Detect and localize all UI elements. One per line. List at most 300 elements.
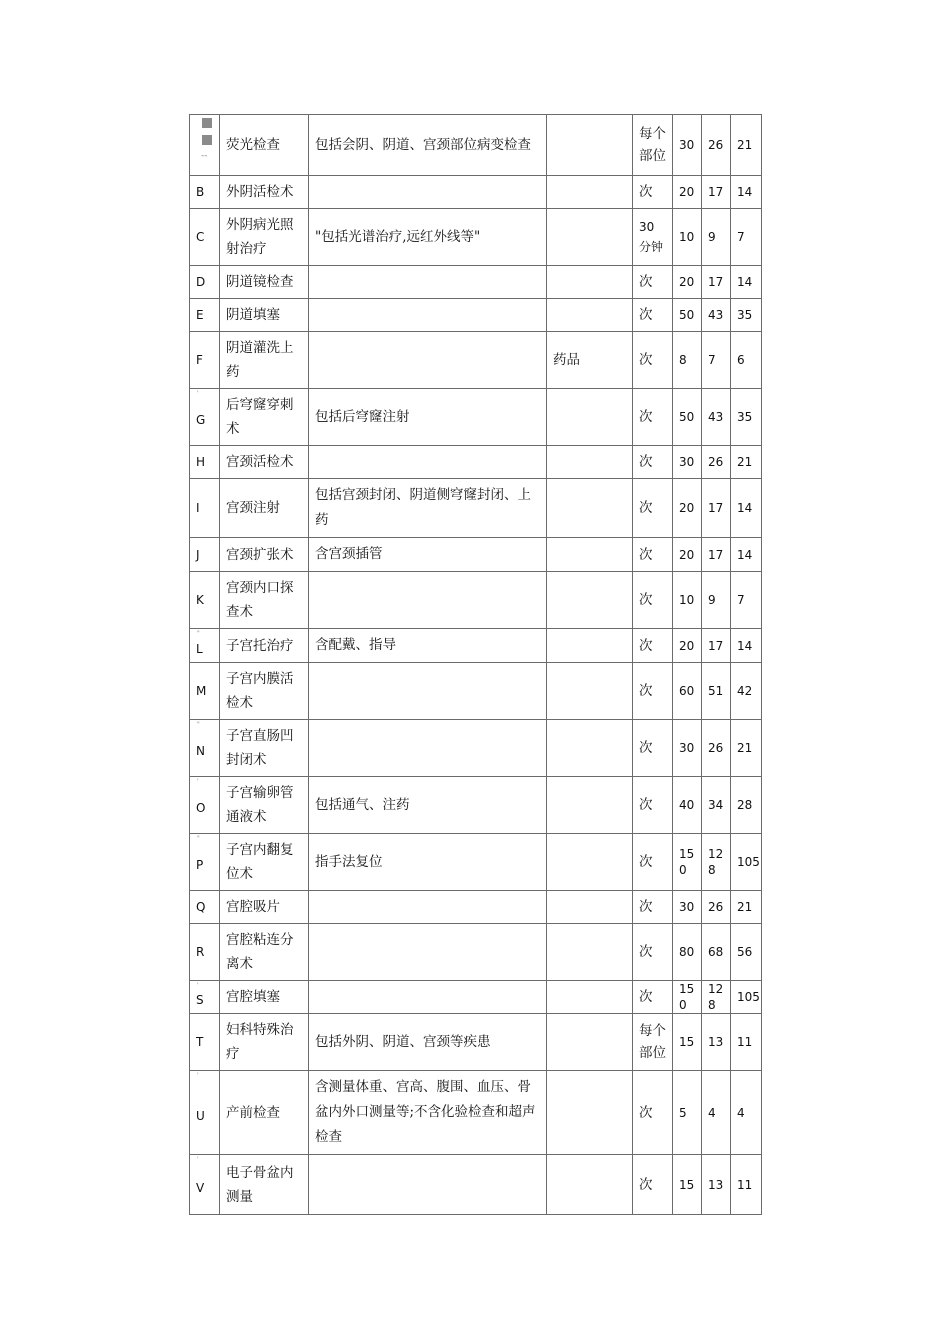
cell-code [190, 720, 220, 777]
cell-text: 21 [737, 138, 753, 152]
cell-desc [309, 299, 547, 332]
cell-excl [547, 891, 633, 924]
cell-text: 次 [639, 409, 653, 425]
cell-p1 [673, 176, 702, 209]
cell-code [190, 572, 220, 629]
cell-desc [309, 924, 547, 981]
cell-excl [547, 663, 633, 720]
cell-unit [633, 572, 673, 629]
cell-p3 [731, 299, 762, 332]
cell-text: 9 [708, 593, 716, 607]
cell-text: 包括会阴、阴道、宫颈部位病变检查 [315, 136, 531, 153]
cell-excl [547, 446, 633, 479]
cell-text: 宫腔填塞 [226, 989, 280, 1005]
cell-text: 次 [639, 637, 653, 654]
table-row [190, 389, 762, 446]
cell-text: 次 [639, 1176, 653, 1193]
cell-unit [633, 777, 673, 834]
cell-text: 次 [639, 797, 653, 813]
cell-p2 [702, 720, 731, 777]
cell-p2 [702, 777, 731, 834]
cell-text: 51 [708, 684, 724, 698]
scan-mark: " [197, 630, 200, 637]
cell-text: 20 [679, 275, 695, 289]
cell-text: 34 [708, 798, 724, 812]
cell-code [190, 266, 220, 299]
cell-name [220, 389, 309, 446]
cell-name [220, 209, 309, 266]
cell-text: 20 [679, 547, 695, 562]
item-code: E [196, 308, 204, 322]
cell-name [220, 538, 309, 572]
cell-desc [309, 891, 547, 924]
cell-p3 [731, 1155, 762, 1215]
cell-p1 [673, 538, 702, 572]
cell-p2 [702, 266, 731, 299]
cell-text: 4 [737, 1105, 745, 1120]
cell-p1 [673, 209, 702, 266]
item-code: T [196, 1035, 204, 1049]
cell-code [190, 299, 220, 332]
cell-unit [633, 1014, 673, 1071]
cell-unit [633, 176, 673, 209]
cell-desc [309, 479, 547, 538]
table-row [190, 176, 762, 209]
cell-text: 30 [679, 741, 695, 755]
cell-p2 [702, 446, 731, 479]
cell-text: 次 [639, 307, 653, 323]
cell-text: 10 [679, 230, 695, 244]
cell-text: 20 [679, 501, 695, 515]
item-code: M [196, 684, 207, 698]
cell-unit [633, 981, 673, 1014]
cell-name [220, 924, 309, 981]
table-row [190, 981, 762, 1014]
table-row [190, 1155, 762, 1215]
cell-p3 [731, 538, 762, 572]
cell-text: 150 [679, 847, 695, 877]
cell-text: 5 [679, 1105, 687, 1120]
cell-p2 [702, 924, 731, 981]
cell-unit [633, 446, 673, 479]
table-row [190, 572, 762, 629]
cell-p3 [731, 777, 762, 834]
cell-desc [309, 389, 547, 446]
cell-text: 9 [708, 230, 716, 244]
cell-text: 每个部位 [639, 1023, 666, 1061]
cell-excl [547, 1014, 633, 1071]
cell-desc [309, 332, 547, 389]
cell-p2 [702, 115, 731, 176]
cell-code [190, 1014, 220, 1071]
cell-p3 [731, 446, 762, 479]
cell-p2 [702, 332, 731, 389]
cell-p2 [702, 663, 731, 720]
cell-unit [633, 299, 673, 332]
cell-text: 68 [708, 945, 724, 959]
cell-text: 35 [737, 410, 753, 424]
cell-name [220, 629, 309, 663]
item-code: C [196, 230, 205, 244]
cell-p1 [673, 663, 702, 720]
cell-desc [309, 834, 547, 891]
square-mark-icon [202, 135, 212, 145]
cell-text: 电子骨盆内测量 [226, 1164, 294, 1205]
cell-unit [633, 924, 673, 981]
square-mark-icon [202, 118, 212, 128]
table-row [190, 266, 762, 299]
table-row [190, 115, 762, 176]
cell-unit [633, 891, 673, 924]
cell-p1 [673, 981, 702, 1014]
cell-text: 60 [679, 684, 695, 698]
cell-unit [633, 629, 673, 663]
cell-text: 次 [639, 500, 653, 516]
cell-text: 阴道镜检查 [226, 274, 294, 290]
table-row [190, 834, 762, 891]
cell-unit [633, 663, 673, 720]
cell-text: 包括宫颈封闭、阴道侧穹窿封闭、上药 [315, 487, 531, 528]
cell-desc [309, 572, 547, 629]
table-row [190, 629, 762, 663]
cell-name [220, 176, 309, 209]
cell-p3 [731, 924, 762, 981]
cell-text: 43 [708, 308, 724, 322]
cell-code [190, 834, 220, 891]
cell-text: 子宫直肠凹封闭术 [226, 728, 294, 768]
cell-p2 [702, 479, 731, 538]
cell-name [220, 1071, 309, 1155]
cell-text: 7 [737, 593, 745, 607]
item-code: O [196, 801, 206, 815]
table-row [190, 209, 762, 266]
cell-text: 宫颈扩张术 [226, 546, 294, 563]
cell-desc [309, 266, 547, 299]
cell-text: 次 [639, 274, 653, 290]
cell-p1 [673, 266, 702, 299]
cell-desc [309, 629, 547, 663]
cell-desc [309, 981, 547, 1014]
table-row [190, 924, 762, 981]
cell-p1 [673, 720, 702, 777]
cell-text: 105 [737, 990, 760, 1004]
cell-code [190, 115, 220, 176]
cell-desc [309, 1071, 547, 1155]
cell-excl [547, 924, 633, 981]
cell-excl [547, 176, 633, 209]
cell-text: 30分钟 [639, 220, 664, 254]
scan-mark: ' [197, 778, 199, 785]
cell-text: 26 [708, 741, 724, 755]
table-row [190, 299, 762, 332]
cell-text: 产前检查 [226, 1104, 280, 1121]
cell-text: 次 [639, 740, 653, 756]
cell-excl [547, 332, 633, 389]
cell-text: 26 [708, 900, 724, 914]
cell-p2 [702, 538, 731, 572]
cell-name [220, 572, 309, 629]
cell-text: 17 [708, 185, 724, 199]
cell-code [190, 891, 220, 924]
cell-unit [633, 266, 673, 299]
cell-unit [633, 1155, 673, 1215]
cell-text: 105 [737, 855, 760, 869]
cell-excl [547, 720, 633, 777]
cell-p2 [702, 299, 731, 332]
item-code: G [196, 413, 206, 427]
fee-table [189, 114, 762, 1215]
cell-code [190, 538, 220, 572]
cell-p3 [731, 834, 762, 891]
cell-text: 30 [679, 900, 695, 914]
item-code: H [196, 455, 206, 469]
cell-p1 [673, 115, 702, 176]
cell-text: 17 [708, 638, 724, 653]
cell-text: 妇科特殊治疗 [226, 1022, 294, 1062]
cell-text: 次 [639, 899, 653, 915]
cell-text: 20 [679, 185, 695, 199]
cell-text: 次 [639, 1104, 653, 1121]
cell-p1 [673, 1071, 702, 1155]
cell-text: 11 [737, 1035, 753, 1049]
cell-code [190, 446, 220, 479]
cell-excl [547, 629, 633, 663]
cell-p2 [702, 209, 731, 266]
scan-mark: ' [197, 1156, 199, 1163]
cell-p3 [731, 572, 762, 629]
cell-text: 含配戴、指导 [315, 637, 396, 653]
cell-text: 15 [679, 1035, 695, 1049]
cell-code [190, 1155, 220, 1215]
cell-text: 宫颈活检术 [226, 454, 294, 470]
cell-text: "包括光谱治疗,远红外线等" [315, 228, 481, 245]
cell-text: 4 [708, 1105, 716, 1120]
cell-text: 含测量体重、宫高、腹围、血压、骨盆内外口测量等;不含化验检查和超声检查 [315, 1079, 536, 1145]
table-row [190, 332, 762, 389]
cell-text: 13 [708, 1177, 724, 1192]
cell-name [220, 299, 309, 332]
table-row [190, 663, 762, 720]
cell-text: 指手法复位 [315, 853, 383, 870]
scan-mark: ' [197, 1072, 199, 1079]
cell-p3 [731, 720, 762, 777]
cell-desc [309, 446, 547, 479]
item-code: R [196, 945, 205, 959]
cell-unit [633, 1071, 673, 1155]
cell-p1 [673, 389, 702, 446]
cell-text: 宫腔吸片 [226, 899, 280, 915]
cell-text: 20 [679, 638, 695, 653]
cell-p2 [702, 1071, 731, 1155]
cell-text: 外阴活检术 [226, 184, 294, 200]
cell-p3 [731, 629, 762, 663]
cell-p3 [731, 981, 762, 1014]
cell-p1 [673, 299, 702, 332]
cell-p3 [731, 891, 762, 924]
cell-desc [309, 538, 547, 572]
cell-text: 包括后穹窿注射 [315, 408, 410, 425]
cell-excl [547, 834, 633, 891]
cell-text: 宫颈注射 [226, 500, 280, 516]
cell-excl [547, 572, 633, 629]
cell-text: 次 [639, 854, 653, 870]
cell-unit [633, 538, 673, 572]
cell-excl [547, 389, 633, 446]
cell-name [220, 981, 309, 1014]
cell-code [190, 389, 220, 446]
cell-unit [633, 209, 673, 266]
cell-text: 30 [679, 455, 695, 469]
cell-text: 7 [708, 353, 716, 367]
item-code: U [196, 1108, 205, 1123]
cell-name [220, 332, 309, 389]
cell-unit [633, 389, 673, 446]
cell-text: 阴道填塞 [226, 307, 280, 323]
cell-desc [309, 1014, 547, 1071]
cell-text: 宫颈内口探查术 [226, 580, 294, 620]
cell-text: 6 [737, 353, 745, 367]
cell-excl [547, 1071, 633, 1155]
table-row [190, 1071, 762, 1155]
cell-code [190, 1071, 220, 1155]
cell-desc [309, 209, 547, 266]
cell-p1 [673, 629, 702, 663]
cell-text: 14 [737, 185, 753, 199]
cell-p3 [731, 115, 762, 176]
cell-text: 子宫内翻复位术 [226, 842, 294, 882]
cell-p2 [702, 629, 731, 663]
cell-text: 128 [708, 847, 724, 877]
cell-text: 子宫托治疗 [226, 637, 294, 654]
cell-p1 [673, 1155, 702, 1215]
cell-p2 [702, 572, 731, 629]
cell-text: 35 [737, 308, 753, 322]
table-row [190, 1014, 762, 1071]
cell-name [220, 891, 309, 924]
cell-name [220, 446, 309, 479]
cell-excl [547, 209, 633, 266]
item-code: J [196, 547, 200, 562]
cell-text: 14 [737, 547, 753, 562]
cell-unit [633, 834, 673, 891]
cell-text: 56 [737, 945, 753, 959]
cell-p1 [673, 891, 702, 924]
cell-text: 26 [708, 455, 724, 469]
cell-p3 [731, 176, 762, 209]
cell-text: 次 [639, 184, 653, 200]
cell-text: 11 [737, 1177, 753, 1192]
cell-text: 17 [708, 547, 724, 562]
cell-unit [633, 115, 673, 176]
cell-p3 [731, 479, 762, 538]
cell-text: 次 [639, 352, 653, 368]
scan-mark: ' [197, 390, 199, 397]
cell-excl [547, 115, 633, 176]
cell-unit [633, 720, 673, 777]
cell-p3 [731, 1071, 762, 1155]
cell-text: 50 [679, 410, 695, 424]
cell-code [190, 209, 220, 266]
dash-mark: -- [201, 151, 208, 161]
scan-mark: " [197, 835, 200, 842]
cell-text: 10 [679, 593, 695, 607]
cell-code [190, 629, 220, 663]
cell-desc [309, 663, 547, 720]
cell-text: 子宫内膜活检术 [226, 671, 294, 711]
cell-text: 26 [708, 138, 724, 152]
cell-p1 [673, 572, 702, 629]
cell-code [190, 176, 220, 209]
cell-code [190, 332, 220, 389]
item-code: V [196, 1180, 205, 1195]
scan-mark: ' [197, 982, 199, 989]
cell-code [190, 924, 220, 981]
table-row [190, 538, 762, 572]
cell-text: 14 [737, 501, 753, 515]
cell-p2 [702, 891, 731, 924]
cell-text: 每个部位 [639, 126, 666, 164]
cell-text: 含宫颈插管 [315, 546, 383, 562]
cell-text: 17 [708, 501, 724, 515]
cell-p2 [702, 389, 731, 446]
cell-name [220, 663, 309, 720]
cell-text: 17 [708, 275, 724, 289]
cell-text: 28 [737, 798, 753, 812]
cell-text: 宫腔粘连分离术 [226, 932, 294, 972]
cell-text: 阴道灌洗上药 [226, 340, 294, 380]
item-code: I [196, 501, 200, 515]
cell-text: 次 [639, 989, 653, 1005]
cell-desc [309, 720, 547, 777]
cell-text: 15 [679, 1177, 695, 1192]
cell-name [220, 777, 309, 834]
cell-excl [547, 266, 633, 299]
table-row [190, 720, 762, 777]
item-code: S [196, 993, 204, 1007]
cell-p2 [702, 176, 731, 209]
cell-p3 [731, 209, 762, 266]
cell-p1 [673, 924, 702, 981]
cell-text: 13 [708, 1035, 724, 1049]
cell-p3 [731, 389, 762, 446]
cell-p3 [731, 1014, 762, 1071]
cell-text: 30 [679, 138, 695, 152]
item-code: K [196, 593, 204, 607]
cell-desc [309, 1155, 547, 1215]
cell-desc [309, 115, 547, 176]
cell-text: 80 [679, 945, 695, 959]
item-code: F [196, 353, 203, 367]
cell-p3 [731, 266, 762, 299]
cell-code [190, 663, 220, 720]
cell-p2 [702, 1155, 731, 1215]
cell-excl [547, 538, 633, 572]
cell-text: 150 [679, 982, 695, 1012]
item-code: B [196, 185, 205, 199]
item-code: P [196, 858, 204, 872]
cell-text: 外阴病光照射治疗 [226, 217, 294, 257]
cell-p2 [702, 834, 731, 891]
cell-code [190, 479, 220, 538]
cell-text: 14 [737, 638, 753, 653]
cell-text: 次 [639, 454, 653, 470]
cell-name [220, 834, 309, 891]
cell-text: 21 [737, 741, 753, 755]
cell-p1 [673, 1014, 702, 1071]
item-code: D [196, 275, 206, 289]
cell-p1 [673, 479, 702, 538]
cell-text: 次 [639, 683, 653, 699]
